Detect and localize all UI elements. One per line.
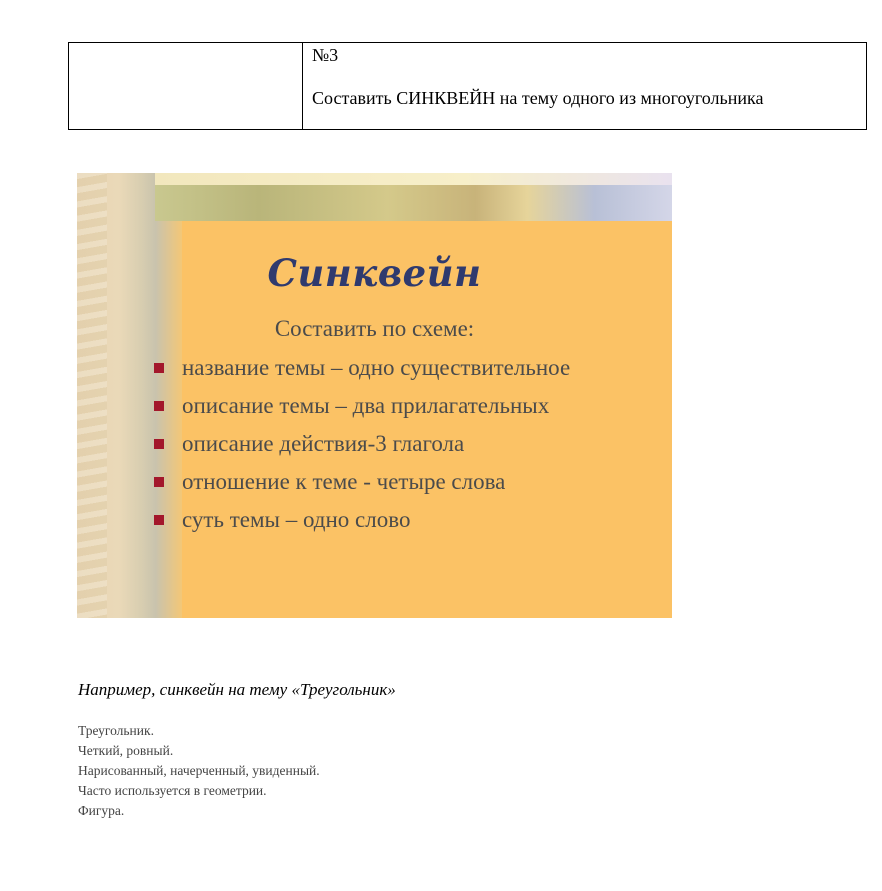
synquain-line: Часто используется в геометрии. [78,783,267,798]
square-bullet-icon [154,515,164,525]
slide-bullet-list [154,353,570,543]
synquain-line: Нарисованный, начерченный, увиденный. [78,763,320,778]
synquain-line: Треугольник. [78,723,154,738]
task-number: №3 [312,45,339,65]
slide-bullet-item: название темы – одно существительное [154,353,570,391]
square-bullet-icon [154,477,164,487]
square-bullet-icon [154,363,164,373]
slide-bullet-item: описание темы – два прилагательных [154,391,570,429]
synquain-slide-image [77,173,672,618]
slide-bullet-item: отношение к теме - четыре слова [154,467,570,505]
example-synquain-lines [78,721,320,821]
slide-bullet-item: описание действия-3 глагола [154,429,570,467]
task-instruction: Составить СИНКВЕЙН на тему одного из многоугольника [312,88,764,108]
slide-top-light-strip [155,173,672,185]
task-table [68,42,867,130]
slide-title: Синквейн [267,251,482,295]
square-bullet-icon [154,401,164,411]
slide-left-texture [77,173,107,618]
task-table-content-cell [303,43,866,129]
synquain-line: Четкий, ровный. [78,743,174,758]
task-table-empty-cell [69,43,303,129]
synquain-line: Фигура. [78,803,125,818]
slide-bullet-item: суть темы – одно слово [154,505,570,543]
example-heading: Например, синквейн на тему «Треугольник» [78,680,396,699]
slide-subtitle: Составить по схеме: [274,316,475,341]
square-bullet-icon [154,439,164,449]
